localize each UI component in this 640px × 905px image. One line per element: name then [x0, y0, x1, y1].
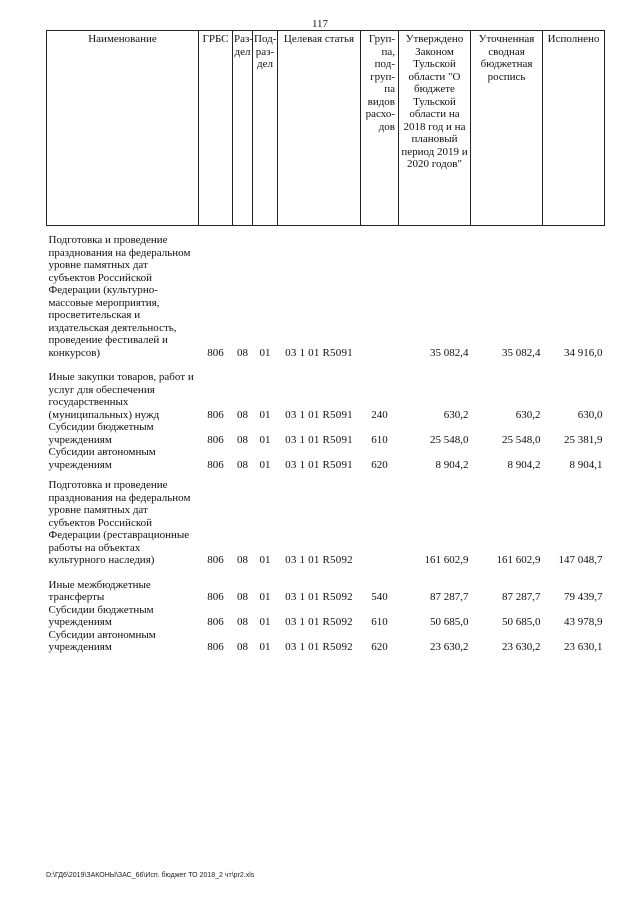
- row-name: Субсидии автономным учреждениям: [48, 446, 156, 471]
- row-celevaya: 03 1 01 R5091: [285, 346, 353, 359]
- row-name: Подготовка и проведение празднования на федеральном уровне памятных дат субъектов Российской Федерации (реставрационные работы на объектах культурного наследия): [48, 479, 191, 566]
- row-gruppa: 610: [371, 616, 388, 628]
- row-name: Субсидии автономным учреждениям: [48, 628, 156, 653]
- row-utochnennaya: 25 548,0: [502, 433, 541, 446]
- row-ispolneno: 79 439,7: [564, 591, 603, 603]
- row-grbs: 806: [207, 616, 224, 628]
- row-celevaya: 03 1 01 R5092: [285, 641, 353, 653]
- row-razdel: 08: [237, 616, 248, 628]
- row-utochnennaya: 161 602,9: [496, 554, 541, 566]
- row-utverzhdeno: 23 630,2: [430, 641, 469, 653]
- row-grbs: 806: [207, 458, 224, 471]
- row-podrazdel: 01: [259, 616, 271, 628]
- row-celevaya: 03 1 01 R5092: [285, 616, 353, 628]
- row-gruppa: 620: [371, 458, 388, 471]
- row-name: Субсидии бюджетным учреждениям: [48, 421, 154, 446]
- row-razdel: 08: [237, 346, 248, 359]
- row-razdel: 08: [237, 408, 248, 421]
- row-celevaya: 03 1 01 R5091: [285, 433, 353, 446]
- table-row: [47, 604, 605, 629]
- row-podrazdel: 01: [259, 591, 271, 603]
- row-gruppa: 610: [371, 433, 388, 446]
- row-name: Субсидии бюджетным учреждениям: [48, 603, 154, 628]
- row-utverzhdeno: 8 904,2: [435, 458, 469, 471]
- header-podrazdel: Под-раз-дел: [253, 31, 278, 226]
- row-gruppa: [361, 234, 399, 363]
- row-name: Иные закупки товаров, работ и услуг для обеспечения государственных (муниципальных) нужд: [48, 371, 194, 421]
- row-podrazdel: 01: [259, 458, 271, 471]
- row-utochnennaya: 50 685,0: [502, 616, 541, 628]
- row-grbs: 806: [207, 641, 224, 653]
- row-celevaya: 03 1 01 R5092: [285, 591, 353, 603]
- row-podrazdel: 01: [259, 641, 271, 653]
- table-row: [47, 446, 605, 471]
- row-ispolneno: 630,0: [577, 408, 603, 421]
- row-name: Подготовка и проведение празднования на федеральном уровне памятных дат субъектов Российской Федерации (культурно-массовые мероприятия, просветительская и издательская деятельность, проведение фестивалей и конкурсов): [48, 234, 191, 359]
- row-grbs: 806: [207, 554, 224, 566]
- row-utochnennaya: 630,2: [515, 408, 541, 421]
- row-utochnennaya: 8 904,2: [507, 458, 541, 471]
- header-name: Наименование: [47, 31, 199, 226]
- row-utochnennaya: 35 082,4: [502, 346, 541, 359]
- header-razdel: Раз-дел: [233, 31, 253, 226]
- row-gruppa: 540: [371, 591, 388, 603]
- row-celevaya: 03 1 01 R5091: [285, 458, 353, 471]
- header-celevaya: Целевая статья: [278, 31, 361, 226]
- table-body: [47, 226, 605, 654]
- row-razdel: 08: [237, 554, 248, 566]
- row-grbs: 806: [207, 433, 224, 446]
- row-podrazdel: 01: [259, 433, 271, 446]
- row-celevaya: 03 1 01 R5092: [285, 554, 353, 566]
- table-row: [47, 579, 605, 604]
- budget-table: [46, 30, 605, 654]
- page-number: 117: [311, 18, 329, 30]
- row-gruppa: [361, 479, 399, 571]
- table-row: [47, 371, 605, 421]
- row-utverzhdeno: 630,2: [443, 408, 469, 421]
- row-utochnennaya: 87 287,7: [502, 591, 541, 603]
- row-utverzhdeno: 87 287,7: [430, 591, 469, 603]
- header-utochnennaya: Уточненная сводная бюджетная роспись: [471, 31, 543, 226]
- table-row: [47, 421, 605, 446]
- row-utverzhdeno: 35 082,4: [430, 346, 469, 359]
- header-gruppa: Груп-па, под-груп-па видов расхо-дов: [361, 31, 399, 226]
- row-razdel: 08: [237, 458, 248, 471]
- row-ispolneno: 147 048,7: [558, 554, 603, 566]
- row-gruppa: 620: [371, 641, 388, 653]
- budget-table-container: [46, 30, 604, 654]
- header-ispolneno: Исполнено: [543, 31, 605, 226]
- row-podrazdel: 01: [259, 408, 271, 421]
- row-ispolneno: 25 381,9: [564, 433, 603, 446]
- table-header: [47, 31, 605, 226]
- table-row: [47, 629, 605, 654]
- row-utverzhdeno: 161 602,9: [424, 554, 469, 566]
- row-razdel: 08: [237, 433, 248, 446]
- row-ispolneno: 43 978,9: [564, 616, 603, 628]
- row-celevaya: 03 1 01 R5091: [285, 408, 353, 421]
- row-grbs: 806: [207, 591, 224, 603]
- file-path-footer: D:\ГД6\2019\ЗАКОНЫ\ЗАС_66\Исп. бюджет ТО 2018_2 чт\pr2.xls: [46, 872, 255, 879]
- row-grbs: 806: [207, 408, 224, 421]
- row-ispolneno: 34 916,0: [564, 346, 603, 359]
- row-gruppa: 240: [371, 408, 388, 421]
- row-utochnennaya: 23 630,2: [502, 641, 541, 653]
- row-ispolneno: 8 904,1: [569, 458, 603, 471]
- row-razdel: 08: [237, 641, 248, 653]
- table-row: [47, 479, 605, 571]
- row-podrazdel: 01: [259, 346, 271, 359]
- row-name: Иные межбюджетные трансферты: [48, 578, 151, 603]
- row-ispolneno: 23 630,1: [564, 641, 603, 653]
- row-utverzhdeno: 50 685,0: [430, 616, 469, 628]
- header-grbs: ГРБС: [199, 31, 233, 226]
- row-podrazdel: 01: [259, 554, 271, 566]
- row-grbs: 806: [207, 346, 224, 359]
- row-razdel: 08: [237, 591, 248, 603]
- row-utverzhdeno: 25 548,0: [430, 433, 469, 446]
- header-utverzhdeno: Утверждено Законом Тульской области "О бюджете Тульской области на 2018 год и на плановый период 2019 и 2020 годов": [399, 31, 471, 226]
- table-row: [47, 234, 605, 363]
